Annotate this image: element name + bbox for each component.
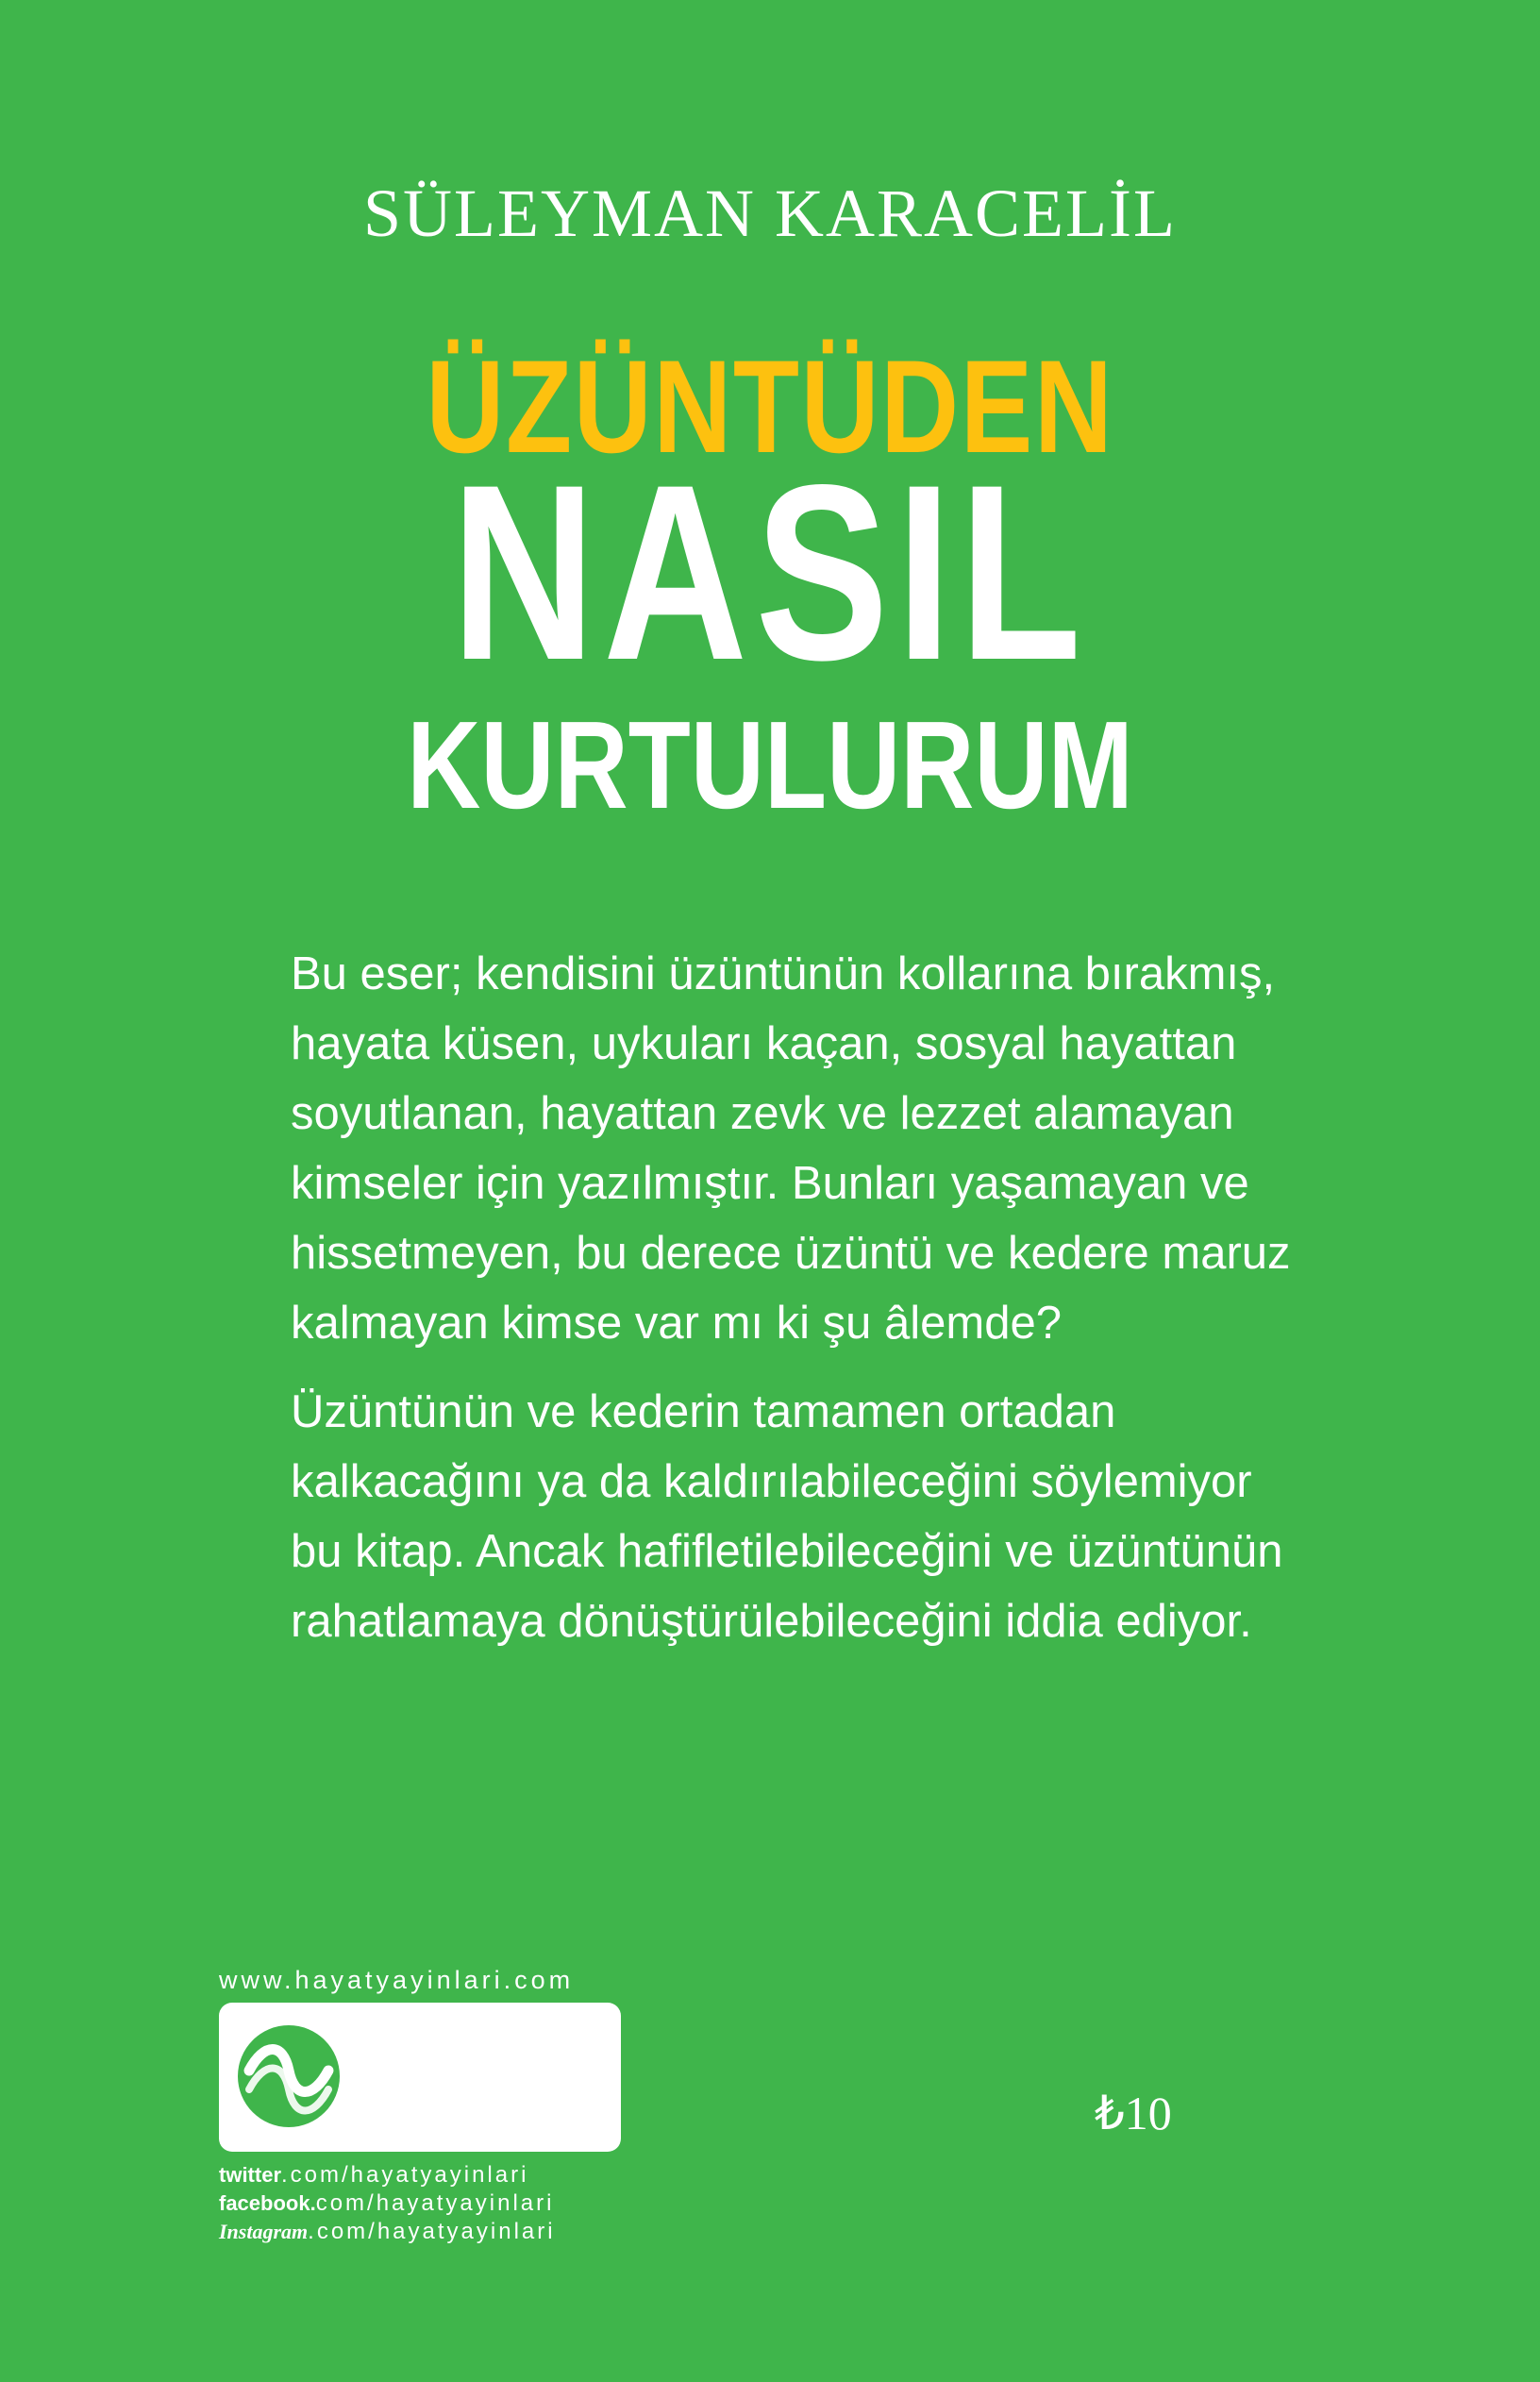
title-line-2: NASIL: [451, 433, 1090, 713]
instagram-handle: .com/hayatyayinlari: [308, 2219, 556, 2244]
title-line-3: KURTULURUM: [407, 696, 1133, 834]
description-paragraph: Bu eser; kendisini üzüntünün kollarına bırakmış, hayata küsen, uykuları kaçan, sosyal hayattan soyutlanan, hayattan zevk ve lezzet alamayan kimseler için yazılmıştır. Bunları yaşamayan ve hissetmeyen, bu derece üzüntü ve kedere maruz kalmayan kimse var mı ki şu âlemde?: [291, 948, 1291, 1349]
twitter-brand: twitter: [219, 2163, 281, 2187]
twitter-link[interactable]: [219, 2161, 528, 2189]
title-line-1: ÜZÜNTÜDEN: [426, 332, 1114, 480]
facebook-brand: facebook.: [219, 2191, 316, 2215]
author-name: SÜLEYMAN KARACELİL: [363, 176, 1177, 251]
publisher-website[interactable]: www.hayatyayinlari.com: [219, 1966, 575, 1994]
back-cover-description: [291, 939, 1291, 1675]
facebook-link[interactable]: [219, 2189, 554, 2218]
price-label: ₺10: [1095, 2087, 1172, 2139]
publisher-logo-box: [219, 2003, 621, 2152]
publisher-logo-icon: [236, 2023, 342, 2129]
facebook-handle: com/hayatyayinlari: [315, 2190, 555, 2216]
instagram-brand: Instagram: [219, 2220, 309, 2243]
description-paragraph: Üzüntünün ve kederin tamamen ortadan kalkacağını ya da kaldırılabileceğini söylemiyor bu kitap. Ancak hafifletilebileceğini ve üzüntünün rahatlamaya dönüştürülebileceğini iddia ediyor.: [291, 1386, 1283, 1647]
twitter-handle: .com/hayatyayinlari: [281, 2162, 529, 2188]
instagram-link[interactable]: [219, 2218, 556, 2246]
